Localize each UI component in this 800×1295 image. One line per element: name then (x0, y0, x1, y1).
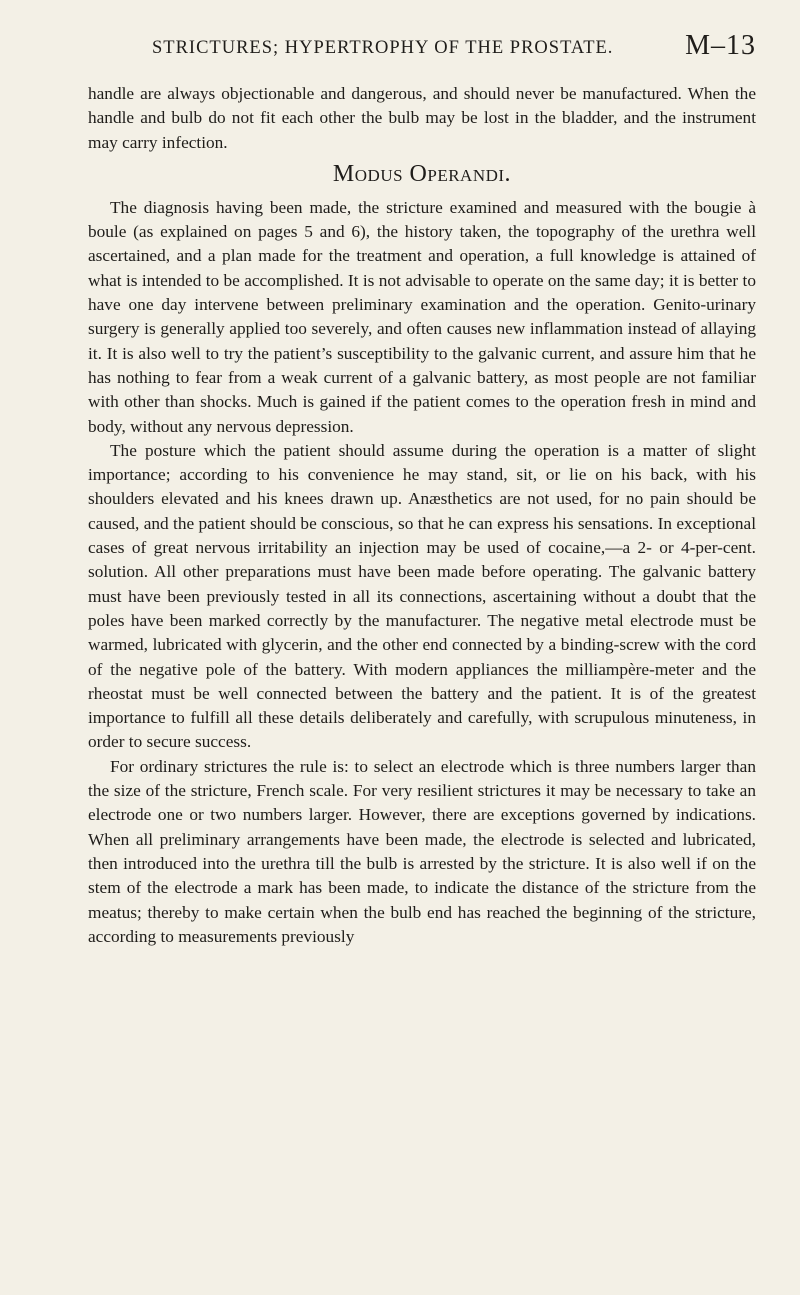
section-heading: Modus Operandi. (332, 160, 512, 187)
paragraph: The posture which the patient should assume during the operation is a matter of slight importance; according to his convenience he may stand, sit, or lie on his back, with his shoulders elevated and his knees drawn up. Anæsthetics are not used, for no pain should be caused, and the patient should be conscious, so that he can express his sensations. In exceptional cases of great nervous irritability an injection may be used of cocaine,—a 2- or 4-per-cent. solution. All other preparations must have been made before operating. The galvanic battery must have been previously tested in all its connections, ascertaining without a doubt that the poles have been marked correctly by the manufacturer. The negative metal electrode must be warmed, lubricated with glycerin, and the other end connected by a binding-screw with the cord of the negative pole of the battery. With modern appliances the milliampère-meter and the rheostat must be well connected between the battery and the patient. It is of the greatest importance to fulfill all these details deliberately and carefully, with scrupulous minuteness, in order to secure success. (88, 440, 756, 752)
body-text (88, 82, 756, 949)
paragraph: For ordinary strictures the rule is: to select an electrode which is three numbers larger than the size of the stricture, French scale. For very resilient strictures it may be necessary to take an electrode one or two numbers larger. However, there are exceptions governed by indications. When all preliminary arrangements have been made, the electrode is selected and lubricated, then introduced into the urethra till the bulb is arrested by the stricture. It is also well if on the stem of the electrode a mark has been made, to indicate the distance of the stricture from the meatus; thereby to make certain when the bulb end has reached the beginning of the stricture, according to measurements previously (88, 756, 756, 946)
running-head (88, 30, 756, 76)
page-number: M–13 (685, 30, 756, 61)
paragraph-continuation: handle are always objectionable and dangerous, and should never be manufactured. When the handle and bulb do not fit each other the bulb may be lost in the bladder, and the instrument may carry infection. (88, 84, 756, 152)
paragraph: The diagnosis having been made, the stricture examined and measured with the bougie à boule (as explained on pages 5 and 6), the history taken, the topography of the urethra well ascertained, and a plan made for the treatment and operation, a full knowledge is attained of what is intended to be accomplished. It is not advisable to operate on the same day; it is better to have one day intervene between preliminary examination and the operation. Genito-urinary surgery is generally applied too severely, and often causes new inflammation instead of allaying it. It is also well to try the patient’s susceptibility to the galvanic current, and assure him that he has nothing to fear from a weak current of a galvanic battery, as most people are not familiar with other than shocks. Much is gained if the patient comes to the operation fresh in mind and body, without any nervous depression. (88, 197, 756, 436)
running-title: STRICTURES; HYPERTROPHY OF THE PROSTATE. (152, 38, 614, 58)
